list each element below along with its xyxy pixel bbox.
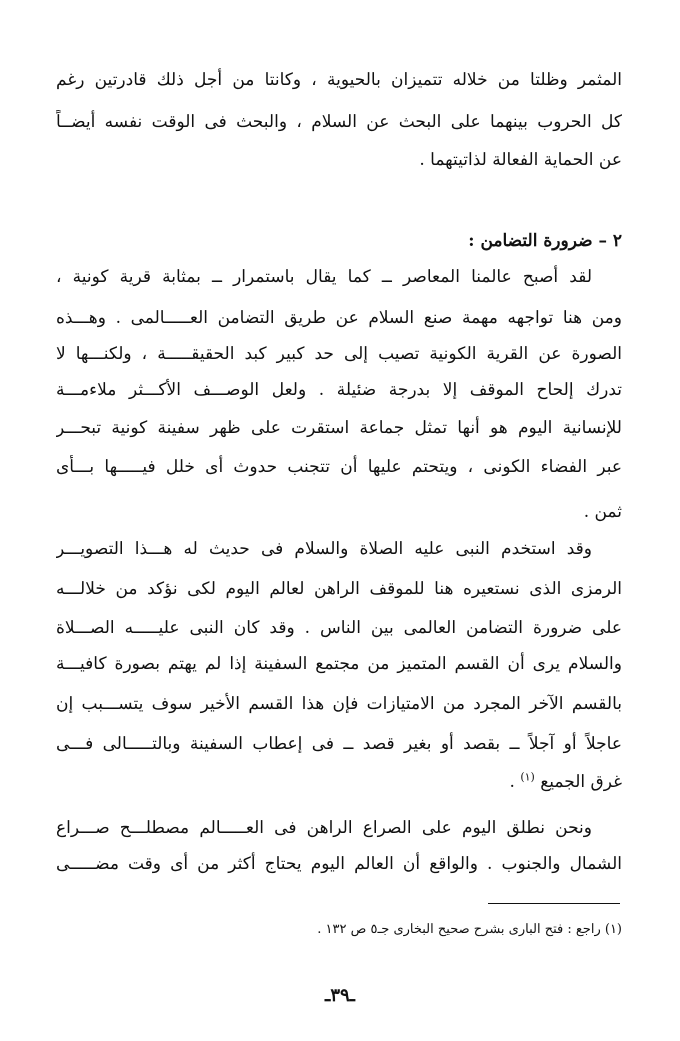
paragraph-3-line-1: وقد استخدم النبى عليه الصلاة والسلام فى حديث له هـــذا التصويـــر bbox=[56, 539, 592, 559]
paragraph-2-line-5: للإنسانية اليوم هو أنها تمثل جماعة استقرت على ظهر سفينة كونية تبحـــر bbox=[56, 418, 622, 438]
paragraph-3-line-5: بالقسم الآخر المجرد من الامتيازات فإن هذا القسم الأخير سوف يتســـبب إن bbox=[56, 694, 622, 714]
paragraph-2-line-7: ثمن . bbox=[583, 502, 622, 522]
paragraph-1-line-1: المثمر وظلتا من خلاله تتميزان بالحيوية ، وكانتا من أجل ذلك قادرتين رغم bbox=[56, 70, 622, 90]
paragraph-3-line-4: والسلام يرى أن القسم المتميز من مجتمع السفينة إذا لم يهتم بصورة كافيـــة bbox=[56, 654, 622, 674]
paragraph-2-line-6: عبر الفضاء الكونى ، ويتحتم عليها أن تتجنب حدوث أى خلل فيـــــها بـــأى bbox=[56, 457, 622, 477]
paragraph-2-line-2: ومن هنا تواجهه مهمة صنع السلام عن طريق التضامن العـــــالمى . وهـــذه bbox=[56, 308, 622, 328]
paragraph-3-line-6: عاجلاً أو آجلاً ــ بقصد أو بغير قصد ــ فى إعطاب السفينة وبالتـــــالى فـــى bbox=[56, 734, 622, 754]
paragraph-3-line-3: على ضرورة التضامن العالمى بين الناس . وقد كان النبى عليـــــه الصـــلاة bbox=[56, 618, 622, 638]
paragraph-3-line-7-end: . bbox=[509, 772, 521, 792]
paragraph-3-line-7 bbox=[56, 770, 622, 794]
footnote-reference-marker: (١) bbox=[520, 770, 535, 784]
footnote: (١) راجع : فتح البارى بشرح صحيح البخارى جـ٥ ص ١٣٢ . bbox=[317, 922, 622, 937]
paragraph-3-line-2: الرمزى الذى نستعيره هنا للموقف الراهن لعالم اليوم لكى نؤكد من خلالـــه bbox=[56, 579, 622, 599]
paragraph-2-line-3: الصورة عن القرية الكونية تصيب إلى حد كبير كبد الحقيقـــــة ، ولكنـــها لا bbox=[56, 344, 622, 364]
paragraph-2-line-1: لقد أصبح عالمنا المعاصر ــ كما يقال باستمرار ــ بمثابة قرية كونية ، bbox=[56, 267, 592, 287]
paragraph-3-line-7-text: غرق الجميع bbox=[540, 772, 622, 792]
section-heading: ٢ – ضرورة التضامن : bbox=[468, 231, 622, 251]
paragraph-4-line-2: الشمال والجنوب . والواقع أن العالم اليوم يحتاج أكثر من أى وقت مضـــــى bbox=[56, 854, 622, 874]
paragraph-4-line-1: ونحن نطلق اليوم على الصراع الراهن فى العـــــالم مصطلـــح صـــراع bbox=[56, 818, 592, 838]
page-number: ـ٣٩ـ bbox=[325, 985, 355, 1006]
paragraph-1-line-3: عن الحماية الفعالة لذاتيتهما . bbox=[419, 150, 622, 170]
paragraph-2-line-4: تدرك إلحاح الموقف إلا بدرجة ضئيلة . ولعل الوصـــف الأكـــثر ملاءمـــة bbox=[56, 380, 622, 400]
paragraph-1-line-2: كل الحروب بينهما على البحث عن السلام ، والبحث فى الوقت نفسه أيضــاً bbox=[56, 112, 622, 132]
footnote-separator bbox=[488, 903, 620, 904]
